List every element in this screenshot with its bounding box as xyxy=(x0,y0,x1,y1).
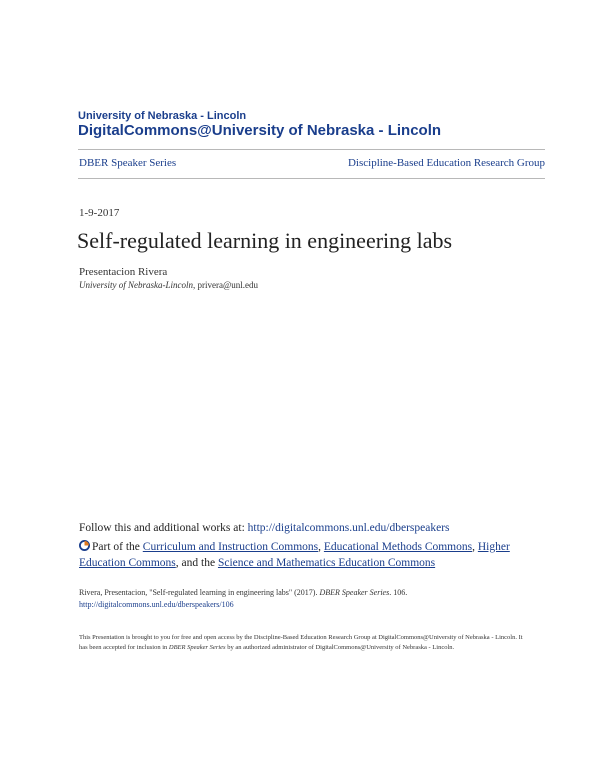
part-of-commons xyxy=(79,539,519,571)
citation-text: Rivera, Presentacion, "Self-regulated learning in engineering labs" (2017). xyxy=(79,588,320,597)
author-email: , privera@unl.edu xyxy=(193,280,259,290)
citation-series: DBER Speaker Series xyxy=(319,588,390,597)
document-title: Self-regulated learning in engineering labs xyxy=(77,228,453,253)
part-of-prefix: Part of the xyxy=(92,541,143,553)
series-url-link[interactable]: http://digitalcommons.unl.edu/dberspeakers xyxy=(247,522,450,534)
affiliation-name: University of Nebraska-Lincoln xyxy=(79,280,193,290)
citation-block xyxy=(79,587,549,611)
author-affiliation xyxy=(79,280,258,290)
follow-text: Follow this and additional works at: xyxy=(79,522,248,534)
divider-top xyxy=(78,149,545,150)
group-link[interactable]: Discipline-Based Education Research Group xyxy=(347,157,545,169)
commons-link-higher-education[interactable]: Higher Education Commons xyxy=(79,541,510,569)
divider-bottom xyxy=(78,178,545,179)
repository-link[interactable]: DigitalCommons@University of Nebraska - Lincoln xyxy=(78,122,442,139)
notice-part1: This Presentation is brought to you for free and open access by the Discipline-Based Education Research Group at DigitalCommons@University of Nebraska - Lincoln. It has been accepted for inclusion in xyxy=(79,634,523,651)
follow-line xyxy=(79,522,450,534)
citation-url-link[interactable]: http://digitalcommons.unl.edu/dberspeakers/106 xyxy=(79,600,234,609)
commons-link-educational-methods[interactable]: Educational Methods Commons xyxy=(323,541,473,553)
institution-link[interactable]: University of Nebraska - Lincoln xyxy=(78,110,247,122)
commons-sep: , and the xyxy=(175,557,218,569)
notice-series: DBER Speaker Series xyxy=(168,644,226,651)
commons-link-curriculum[interactable]: Curriculum and Instruction Commons xyxy=(142,541,319,553)
access-notice xyxy=(79,633,524,653)
bepress-icon xyxy=(79,540,90,551)
citation-number: . 106. xyxy=(389,588,408,597)
commons-link-science-math[interactable]: Science and Mathematics Education Commons xyxy=(217,557,436,569)
commons-sep: , xyxy=(472,541,478,553)
notice-part2: by an authorized administrator of DigitalCommons@University of Nebraska - Lincoln. xyxy=(225,644,455,651)
commons-sep: , xyxy=(318,541,324,553)
author-name: Presentacion Rivera xyxy=(79,266,168,278)
publication-date: 1-9-2017 xyxy=(79,207,120,219)
series-link[interactable]: DBER Speaker Series xyxy=(79,157,177,169)
